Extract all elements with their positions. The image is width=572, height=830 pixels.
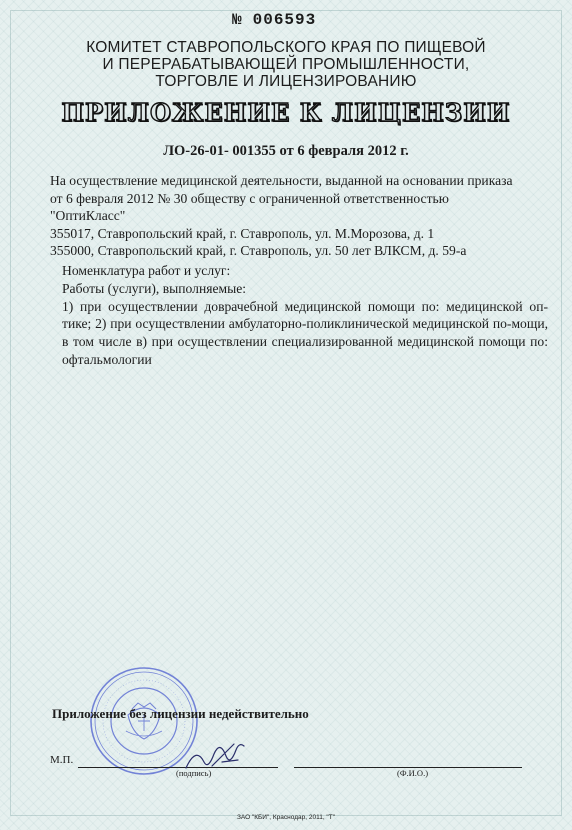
serial-number [232,11,316,29]
serial-value: 006593 [252,11,317,29]
full-name-caption: (Ф.И.О.) [397,768,429,778]
seal-place-label: М.П. [50,754,74,766]
committee-line-2: И ПЕРЕРАБАТЫВАЮЩЕЙ ПРОМЫШЛЕННОСТИ, [102,56,470,73]
annex-title: ПРИЛОЖЕНИЕ К ЛИЦЕНЗИИ [61,98,511,127]
committee-line-3: ТОРГОВЛЕ И ЛИЦЕНЗИРОВАНИЮ [155,73,417,90]
works-text: 1) при осуществлении доврачебной медицинской помощи по: медицинской оп-тике; 2) при осуществлении амбулаторно-поликлинической медицинской по-мощи, в том числе в) при осуществлении специализированной медицинской помощи по: офтальмологии [62,298,548,367]
committee-header [40,39,532,90]
works-heading: Номенклатура работ и услуг: [62,263,231,278]
license-basis [50,172,546,260]
address-2: 355000, Ставропольский край, г. Ставрополь, ул. 50 лет ВЛКСМ, д. 59-а [50,243,467,258]
serial-no-sign: № [232,11,243,29]
license-number: ЛО-26-01- 001355 от 6 февраля 2012 г. [163,143,409,159]
committee-line-1: КОМИТЕТ СТАВРОПОЛЬСКОГО КРАЯ ПО ПИЩЕВОЙ [86,39,486,56]
basis-company-name: "ОптиКласс" [50,208,126,223]
works-subheading: Работы (услуги), выполняемые: [62,280,247,296]
invalid-without-license-notice: Приложение без лицензии недействительно [52,706,309,721]
handwritten-signature [182,738,252,774]
works-nomenclature [50,262,548,369]
basis-line-1: На осуществление медицинской деятельности, выданной на основании приказа [50,173,513,188]
signature-caption: (подпись) [176,768,212,778]
basis-line-2: от 6 февраля 2012 № 30 обществу с ограниченной ответственностью [50,190,449,206]
address-1: 355017, Ставропольский край, г. Ставрополь, ул. М.Морозова, д. 1 [50,225,435,241]
printer-footer: ЗАО "КБИ", Краснодар, 2011, "Т" [236,814,336,821]
